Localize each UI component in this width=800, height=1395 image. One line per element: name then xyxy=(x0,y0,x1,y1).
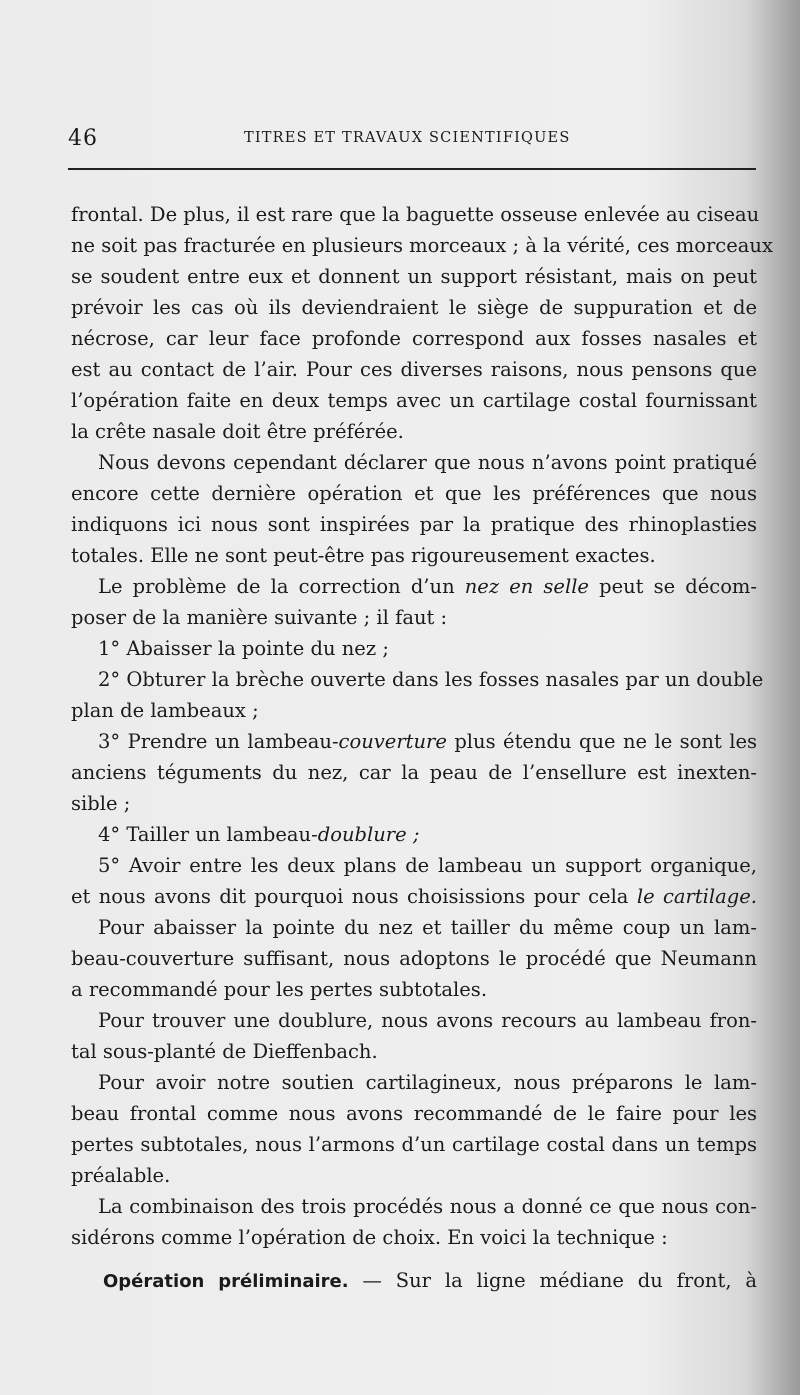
text-line: Pour trouver une doublure, nous avons recours au lambeau fron- xyxy=(98,1009,757,1032)
text-fragment: et nous avons dit pourquoi nous choisissions pour cela xyxy=(71,885,629,908)
italic-term: doublure ; xyxy=(317,823,420,846)
text-line: La combinaison des trois procédés nous a donné ce que nous con- xyxy=(98,1195,757,1218)
italic-term: le cartilage. xyxy=(636,885,758,908)
text-fragment: Le problème de la correction d’un xyxy=(98,575,455,598)
list-item: 2° Obturer la brèche ouverte dans les fosses nasales par un double xyxy=(98,668,764,691)
text-fragment: 3° Prendre un lambeau- xyxy=(98,730,339,753)
list-item xyxy=(71,819,757,850)
text-line: indiquons ici nous sont inspirées par la pratique des rhinoplasties xyxy=(71,513,757,536)
text-line: beau frontal comme nous avons recommandé de le faire pour les xyxy=(71,1102,757,1125)
text-line: la crête nasale doit être préférée. xyxy=(71,420,404,443)
text-line: beau-couverture suffisant, nous adoptons le procédé que Neumann xyxy=(71,947,757,970)
text-line: plan de lambeaux ; xyxy=(71,699,259,722)
body-text xyxy=(71,199,773,1296)
section-heading: Opération préliminaire. xyxy=(103,1271,349,1292)
list-item xyxy=(71,726,757,757)
text-line: pertes subtotales, nous l’armons d’un cartilage costal dans un temps xyxy=(71,1133,757,1156)
text-line: est au contact de l’air. Pour ces diverses raisons, nous pensons que xyxy=(71,358,757,381)
text-line: sidérons comme l’opération de choix. En voici la technique : xyxy=(71,1226,668,1249)
page-number: 46 xyxy=(68,126,98,151)
text-line xyxy=(71,571,757,602)
text-fragment: plus étendu que ne le sont les xyxy=(454,730,757,753)
italic-term: nez en selle xyxy=(464,575,589,598)
text-line: Pour avoir notre soutien cartilagineux, nous préparons le lam- xyxy=(98,1071,757,1094)
italic-term: couverture xyxy=(338,730,447,753)
text-line: se soudent entre eux et donnent un support résistant, mais on peut xyxy=(71,265,757,288)
text-line: tal sous-planté de Dieffenbach. xyxy=(71,1040,378,1063)
text-line: nécrose, car leur face profonde correspond aux fosses nasales et xyxy=(71,327,757,350)
text-line: totales. Elle ne sont peut-être pas rigoureusement exactes. xyxy=(71,544,656,567)
text-line: l’opération faite en deux temps avec un cartilage costal fournissant xyxy=(71,389,757,412)
text-line: frontal. De plus, il est rare que la baguette osseuse enlevée au ciseau xyxy=(71,203,760,226)
running-title: TITRES ET TRAVAUX SCIENTIFIQUES xyxy=(244,130,571,146)
list-item: 5° Avoir entre les deux plans de lambeau un support organique, xyxy=(98,854,757,877)
text-fragment: — Sur la ligne médiane du front, à xyxy=(362,1269,757,1292)
text-line: encore cette dernière opération et que les préférences que nous xyxy=(71,482,757,505)
text-fragment: 4° Tailler un lambeau- xyxy=(98,823,318,846)
page-header xyxy=(68,126,756,156)
text-line: prévoir les cas où ils deviendraient le siège de suppuration et de xyxy=(71,296,757,319)
text-line: sible ; xyxy=(71,792,131,815)
text-line xyxy=(71,881,757,912)
text-line xyxy=(71,1265,757,1296)
text-line: a recommandé pour les pertes subtotales. xyxy=(71,978,488,1001)
text-line: Pour abaisser la pointe du nez et tailler du même coup un lam- xyxy=(98,916,757,939)
text-line: poser de la manière suivante ; il faut : xyxy=(71,606,448,629)
list-item: 1° Abaisser la pointe du nez ; xyxy=(98,637,389,660)
text-line: ne soit pas fracturée en plusieurs morceaux ; à la vérité, ces morceaux xyxy=(71,234,773,257)
text-line: Nous devons cependant déclarer que nous n’avons point pratiqué xyxy=(98,451,757,474)
text-line: préalable. xyxy=(71,1164,171,1187)
text-line: anciens téguments du nez, car la peau de l’ensellure est inexten- xyxy=(71,761,757,784)
header-rule xyxy=(68,168,756,170)
text-fragment: peut se décom- xyxy=(599,575,758,598)
